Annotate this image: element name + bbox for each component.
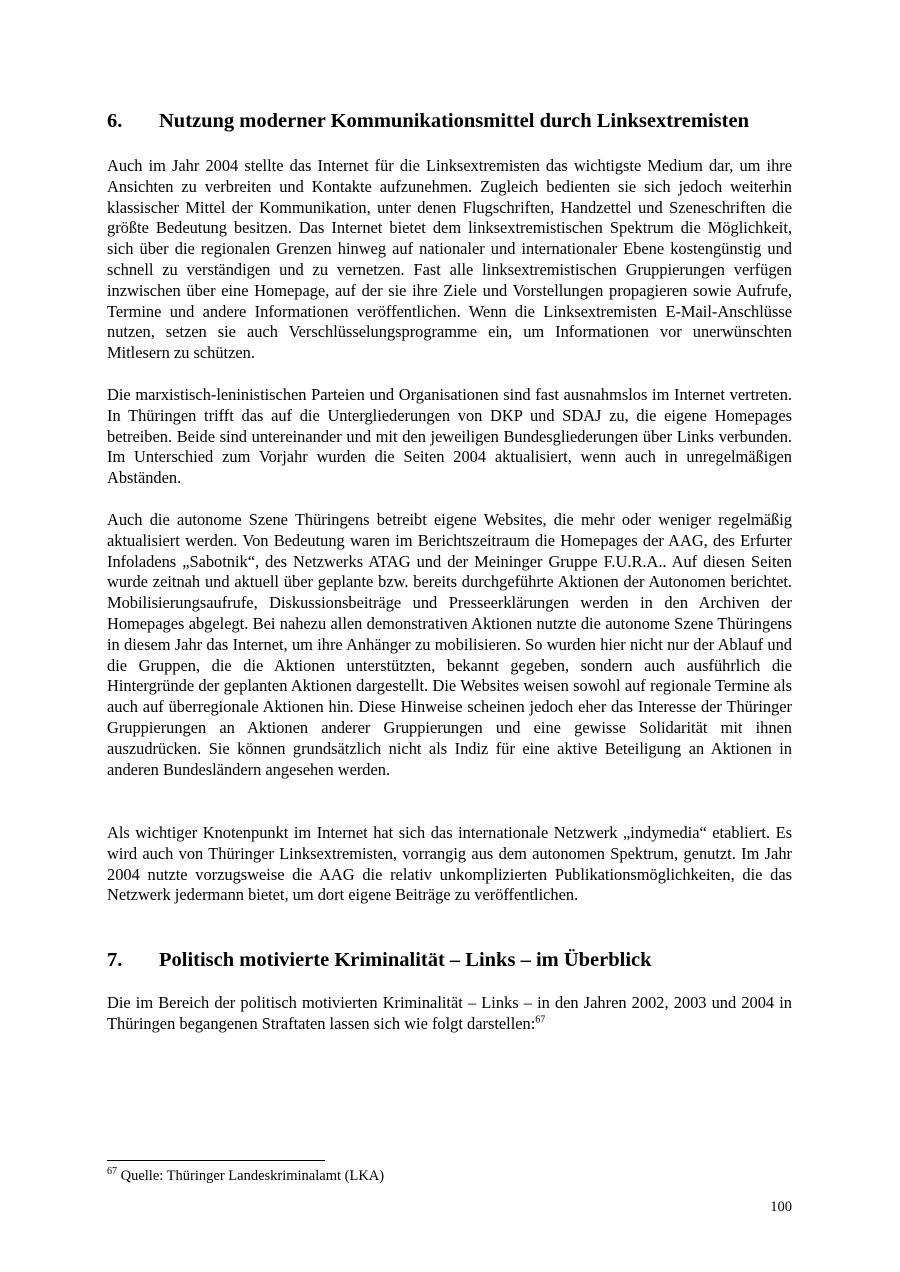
section-6-number: 6. xyxy=(107,110,123,132)
section-6-title: Nutzung moderner Kommunikationsmittel durch Linksextremisten xyxy=(159,110,749,132)
page-number: 100 xyxy=(770,1199,792,1215)
section-6-paragraph-3: Auch die autonome Szene Thüringens betreibt eigene Websites, die mehr oder weniger regelmäßig aktualisiert werden. Von Bedeutung waren im Berichtszeitraum die Homepages der AAG, des Erfurter Infoladens „Sabotnik“, des Netzwerks ATAG und der Meininger Gruppe F.U.R.A.. Auf diesen Seiten wurde zeitnah und aktuell über geplante bzw. bereits durchgeführte Aktionen der Autonomen berichtet. Mobilisierungsaufrufe, Diskussionsbeiträge und Presseerklärungen werden in den Archiven der Homepages abgelegt. Bei nahezu allen demonstrativen Aktionen nutzte die autonome Szene Thüringens in diesem Jahr das Internet, um ihre Anhänger zu mobilisieren. So wurden hier nicht nur der Ablauf und die Gruppen, die die Aktionen unterstützten, bekannt gegeben, sondern auch ausführlich die Hintergründe der geplanten Aktionen dargestellt. Die Websites weisen sowohl auf regionale Termine als auch auf überregionale Aktionen hin. Diese Hinweise scheinen jedoch eher das Interesse der Thüringer Gruppierungen an Aktionen anderer Gruppierungen und eine gewisse Solidarität mit ihnen auszudrücken. Sie können grundsätzlich nicht als Indiz für eine aktive Beteiligung an Aktionen in anderen Bundesländern angesehen werden. xyxy=(107,510,792,779)
footnote-reference: 67 xyxy=(535,1014,546,1026)
footnote-text: Quelle: Thüringer Landeskriminalamt (LKA) xyxy=(117,1168,385,1184)
section-7-heading xyxy=(107,948,652,972)
section-7-title: Politisch motivierte Kriminalität – Links – im Überblick xyxy=(159,949,652,971)
footnote-separator xyxy=(107,1160,325,1161)
section-6-heading xyxy=(107,109,749,133)
footnote xyxy=(107,1167,384,1185)
section-6-paragraph-1: Auch im Jahr 2004 stellte das Internet für die Linksextremisten das wichtigste Medium dar, um ihre Ansichten zu verbreiten und Kontakte aufzunehmen. Zugleich bedienten sie sich jedoch weiterhin klassischer Mittel der Kommunikation, unter denen Flugschriften, Handzettel und Szeneschriften die größte Bedeutung besitzen. Das Internet bietet dem linksextremistischen Spektrum die Möglichkeit, sich über die regionalen Grenzen hinweg auf nationaler und internationaler Ebene kostengünstig und schnell zu verständigen und zu vernetzen. Fast alle linksextremistischen Gruppierungen verfügen inzwischen über eine Homepage, auf der sie ihre Ziele und Vorstellungen propagieren sowie Aufrufe, Termine und andere Informationen veröffentlichen. Wenn die Linksextremisten E-Mail-Anschlüsse nutzen, setzen sie auch Verschlüsselungsprogramme ein, um Informationen vor unerwünschten Mitlesern zu schützen. xyxy=(107,156,792,363)
section-6-paragraph-2: Die marxistisch-leninistischen Parteien und Organisationen sind fast ausnahmslos im Internet vertreten. In Thüringen trifft das auf die Untergliederungen von DKP und SDAJ zu, die eigene Homepages betreiben. Beide sind untereinander und mit den jeweiligen Bundesgliederungen über Links verbunden. Im Unterschied zum Vorjahr wurden die Seiten 2004 aktualisiert, wenn auch in unregelmäßigen Abständen. xyxy=(107,385,792,488)
section-6-paragraph-4: Als wichtiger Knotenpunkt im Internet hat sich das internationale Netzwerk „indymedia“ etabliert. Es wird auch von Thüringer Linksextremisten, vorrangig aus dem autonomen Spektrum, genutzt. Im Jahr 2004 nutzte vorzugsweise die AAG die relativ unkomplizierten Publikationsmöglichkeiten, die das Netzwerk jedermann bietet, um dort eigene Beiträge zu veröffentlichen. xyxy=(107,823,792,905)
section-7-paragraph-text: Die im Bereich der politisch motivierten Kriminalität – Links – in den Jahren 2002, 2003 und 2004 in Thüringen begangenen Straftaten lassen sich wie folgt darstellen: xyxy=(107,993,792,1033)
footnote-number: 67 xyxy=(107,1166,117,1178)
section-7-paragraph xyxy=(107,993,792,1035)
section-7-number: 7. xyxy=(107,949,123,971)
